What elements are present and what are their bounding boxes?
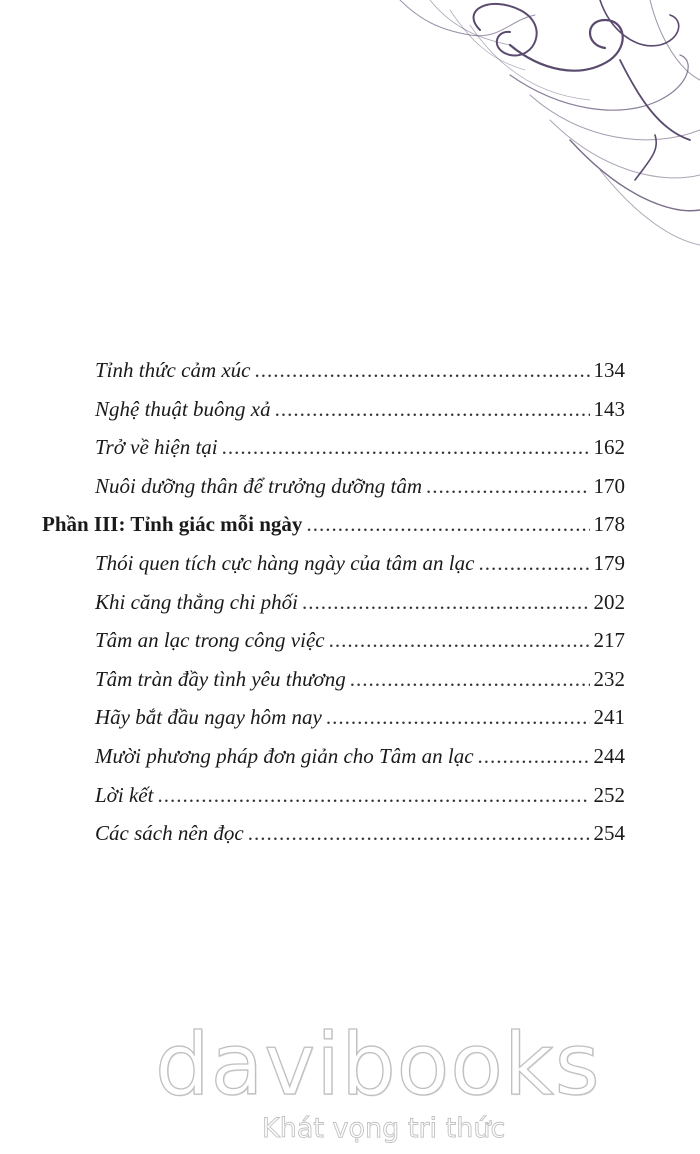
toc-page-number: 217: [593, 628, 625, 653]
toc-leader-dots: [478, 741, 590, 771]
toc-entry-title: Tâm tràn đầy tình yêu thương: [95, 666, 346, 691]
toc-entry: [95, 471, 625, 501]
toc-leader-dots: [275, 394, 590, 424]
watermark-brand: davibooks: [155, 1015, 601, 1115]
toc-leader-dots: [255, 355, 590, 385]
toc-leader-dots: [157, 780, 589, 810]
toc-entry-title: Khi căng thẳng chi phối: [95, 589, 298, 614]
decorative-flourish-icon: [360, 0, 700, 260]
toc-entry: [95, 664, 625, 694]
toc-page-number: 143: [593, 396, 625, 421]
toc-page-number: 254: [593, 821, 625, 846]
toc-leader-dots: [306, 509, 589, 539]
toc-entry-title: Nuôi dưỡng thân để trưởng dưỡng tâm: [95, 473, 422, 498]
toc-page-number: 232: [593, 666, 625, 691]
toc-entry: [95, 741, 625, 771]
toc-entry-title: Các sách nên đọc: [95, 821, 244, 846]
toc-entry: [95, 355, 625, 385]
toc-leader-dots: [350, 664, 590, 694]
toc-leader-dots: [426, 471, 590, 501]
toc-page-number: 252: [593, 782, 625, 807]
toc-entry-title: Tâm an lạc trong công việc: [95, 628, 325, 653]
toc-leader-dots: [478, 548, 589, 578]
toc-entry: [95, 702, 625, 732]
toc-entry-title: Tỉnh thức cảm xúc: [95, 358, 251, 382]
toc-page-number: 241: [593, 705, 625, 730]
toc-leader-dots: [302, 587, 590, 617]
toc-entry-title: Mười phương pháp đơn giản cho Tâm an lạc: [95, 744, 474, 768]
toc-leader-dots: [248, 818, 590, 848]
toc-page-number: 170: [593, 473, 625, 498]
toc-entry: [95, 625, 625, 655]
toc-entry: [95, 548, 625, 578]
toc-entry-title: Nghệ thuật buông xả: [95, 396, 271, 421]
toc-entry: [95, 818, 625, 848]
toc-entry-title: Thói quen tích cực hàng ngày của tâm an lạc: [95, 551, 475, 575]
toc-leader-dots: [326, 702, 590, 732]
toc-entry-title: Phần III: Tỉnh giác mỗi ngày: [42, 512, 303, 537]
toc-page-number: 202: [593, 589, 625, 614]
toc-part-heading: [42, 509, 625, 539]
toc-page-number: 178: [593, 512, 625, 537]
toc-entry-title: Hãy bắt đầu ngay hôm nay: [95, 705, 322, 730]
toc-entry: [95, 780, 625, 810]
toc-entry-title: Trở về hiện tại: [95, 435, 218, 460]
watermark-tagline: Khát vọng tri thức: [262, 1113, 506, 1144]
toc-entry: [95, 587, 625, 617]
toc-entry: [95, 432, 625, 462]
toc-leader-dots: [329, 625, 590, 655]
toc-page-number: 162: [593, 435, 625, 460]
toc-entry: [95, 394, 625, 424]
toc-page-number: 179: [593, 551, 625, 575]
toc-page-number: 134: [593, 358, 625, 382]
toc-page-number: 244: [593, 744, 625, 768]
toc-leader-dots: [222, 432, 590, 462]
toc-entry-title: Lời kết: [95, 782, 154, 807]
